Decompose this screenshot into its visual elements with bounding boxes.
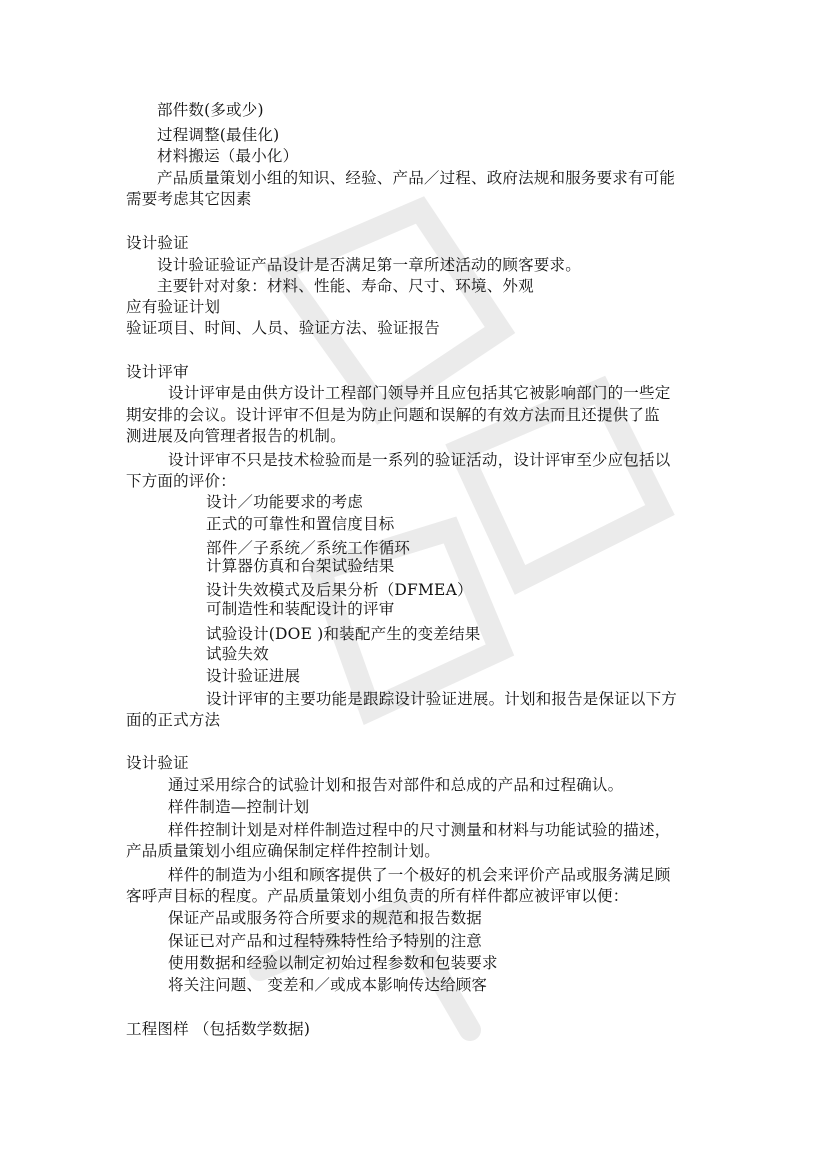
list-item: 设计失效模式及后果分析（DFMEA） (206, 581, 473, 599)
section-heading: 工程图样 （包括数学数据) (126, 1020, 311, 1038)
list-item: 部件／子系统／系统工作循环 (206, 539, 411, 557)
text-line: 设计评审的主要功能是跟踪设计验证进展。计划和报告是保证以下方 (206, 690, 678, 708)
list-item: 试验失效 (206, 645, 269, 663)
text-line: 设计评审不只是技术检验而是一系列的验证活动，设计评审至少应包括以 (168, 451, 671, 469)
text-line: 样件制造—控制计划 (168, 798, 310, 816)
list-item: 保证产品或服务符合所要求的规范和报告数据 (168, 909, 483, 927)
text-line: 期安排的会议。设计评审不但是为防止问题和误解的有效方法而且还提供了监 (126, 406, 660, 424)
text-line: 应有验证计划 (126, 298, 221, 316)
text-line: 验证项目、时间、人员、验证方法、验证报告 (126, 319, 441, 337)
text-line: 设计验证验证产品设计是否满足第一章所述活动的顾客要求。 (157, 256, 581, 274)
text-line: 产品质量策划小组的知识、经验、产品／过程、政府法规和服务要求有可能 (157, 169, 676, 187)
text-line: 材料搬运（最小化） (157, 147, 299, 165)
list-item: 可制造性和装配设计的评审 (206, 600, 395, 618)
section-heading: 设计验证 (126, 234, 189, 252)
text-line: 测进展及向管理者报告的机制。 (126, 427, 346, 445)
list-item: 计算器仿真和台架试验结果 (206, 557, 395, 575)
text-line: 下方面的评价： (126, 472, 236, 490)
text-line: 样件控制计划是对样件制造过程中的尺寸测量和材料与功能试验的描述， (168, 821, 671, 839)
list-item: 试验设计(DOE )和装配产生的变差结果 (206, 625, 481, 643)
text-line: 主要针对对象：材料、性能、寿命、尺寸、环境、外观 (157, 277, 534, 295)
text-line: 过程调整(最佳化) (157, 126, 280, 144)
section-heading: 设计评审 (126, 363, 189, 381)
text-line: 通过采用综合的试验计划和报告对部件和总成的产品和过程确认。 (168, 776, 624, 794)
list-item: 设计／功能要求的考虑 (206, 493, 364, 511)
text-line: 部件数(多或少) (157, 101, 264, 119)
section-heading: 设计验证 (126, 754, 189, 772)
list-item: 将关注问题、 变差和／或成本影响传达给顾客 (168, 976, 488, 994)
text-line: 客呼声目标的程度。产品质量策划小组负责的所有样件都应被评审以便： (126, 887, 629, 905)
list-item: 正式的可靠性和置信度目标 (206, 515, 395, 533)
text-line: 样件的制造为小组和顾客提供了一个极好的机会来评价产品或服务满足顾 (168, 866, 671, 884)
text-line: 面的正式方法 (126, 711, 221, 729)
text-line: 产品质量策划小组应确保制定样件控制计划。 (126, 842, 441, 860)
list-item: 设计验证进展 (206, 667, 301, 685)
list-item: 保证已对产品和过程特殊特性给予特别的注意 (168, 932, 483, 950)
text-line: 需要考虑其它因素 (126, 190, 252, 208)
list-item: 使用数据和经验以制定初始过程参数和包装要求 (168, 954, 498, 972)
text-line: 设计评审是由供方设计工程部门领导并且应包括其它被影响部门的一些定 (168, 384, 671, 402)
